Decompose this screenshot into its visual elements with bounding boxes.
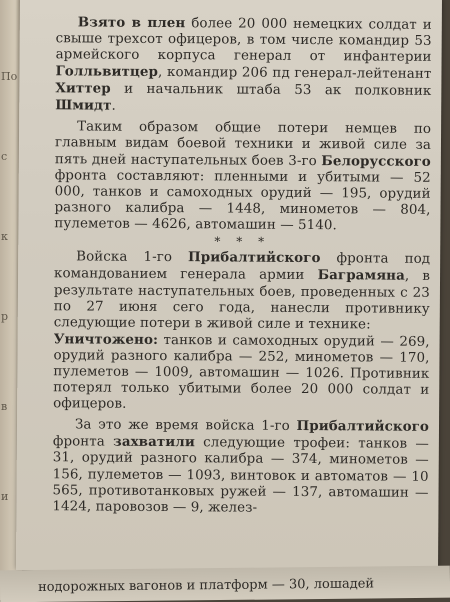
paragraph-prisoners	[55, 14, 432, 117]
text-run: фронта составляют: пленными и убитыми — 52 000, танков и самоходных орудий — 195, орудий разного калибра — 1448, минометов — 804, пулеметов — 4626, автомашин — 5140.	[54, 168, 431, 234]
bold-text-run: Голльвитцер	[55, 63, 159, 81]
left-page-fragment: с	[1, 150, 8, 163]
text-run: , в результате наступательных боев, проведенных с 23 по 27 июня сего года, нанесли противнику следующие потери в живой силе и технике:	[53, 269, 431, 333]
paragraph-losses-summary	[54, 119, 431, 235]
document-body	[52, 14, 431, 517]
text-run: , командир 206 пд генерал-лейтенант	[157, 65, 432, 83]
text-run: .	[111, 99, 116, 115]
paragraph-destroyed	[53, 331, 430, 415]
section-divider: * * *	[214, 234, 271, 249]
left-page-fragment: р	[1, 310, 9, 323]
paragraph-trophies	[52, 416, 429, 517]
text-run: и начальник штаба 53 ак полковник	[110, 82, 432, 100]
bold-text-run: Белорусского	[321, 152, 431, 170]
left-page-fragment: в	[1, 400, 8, 413]
text-run: более 20 000 немецких солдат и свыше трехсот офицеров, в том числе командир 53 армейского корпуса генерал от инфантерии	[55, 16, 432, 66]
next-page-text: нодорожных вагонов и платформ — 30, лошадей	[37, 576, 375, 595]
text-run: фронта под командованием генерала армии	[54, 251, 431, 284]
text-run: Таким образом общие потери немцев по главным видам боевой техники и живой силе за пять дней наступательных боев 3-го	[54, 118, 432, 169]
left-page-fragment: По	[1, 70, 18, 83]
text-run: следующие трофеи: танков — 31, орудий разного калибра — 374, минометов — 156, пулеметов — 1093, винтовок и автоматов — 10 565, противотанковых ружей — 137, автомашин — 1424, паровозов — 9, желез-	[52, 435, 429, 516]
text-run: танков и самоходных орудий — 269, орудий разного калибра — 252, минометов — 170, пулеметов — 1009, автомашин — 1026. Противник потерял только убитыми более 20 000 солдат и офицеров.	[53, 332, 430, 412]
text-run: За это же время войска 1-го	[74, 417, 297, 435]
left-page-fragment: и	[1, 490, 9, 503]
text-run: фронта	[52, 434, 114, 451]
paragraph-baltic-front	[54, 249, 431, 334]
bold-text-run: Хиттер	[55, 80, 111, 98]
bold-text-run: Прибалтийского	[188, 249, 321, 267]
bold-text-run: захватили	[113, 434, 195, 451]
next-page-edge	[0, 566, 450, 602]
document-page	[16, 0, 442, 573]
left-page-fragment: к	[1, 230, 8, 243]
bold-text-run: Взято в плен	[77, 14, 186, 32]
text-run: Войска 1-го	[76, 249, 189, 266]
bold-text-run: Шмидт	[55, 97, 112, 115]
bold-text-run: Уничтожено:	[53, 331, 159, 348]
bold-text-run: Баграмяна	[317, 267, 405, 285]
bold-text-run: Прибалтийского	[296, 418, 430, 436]
